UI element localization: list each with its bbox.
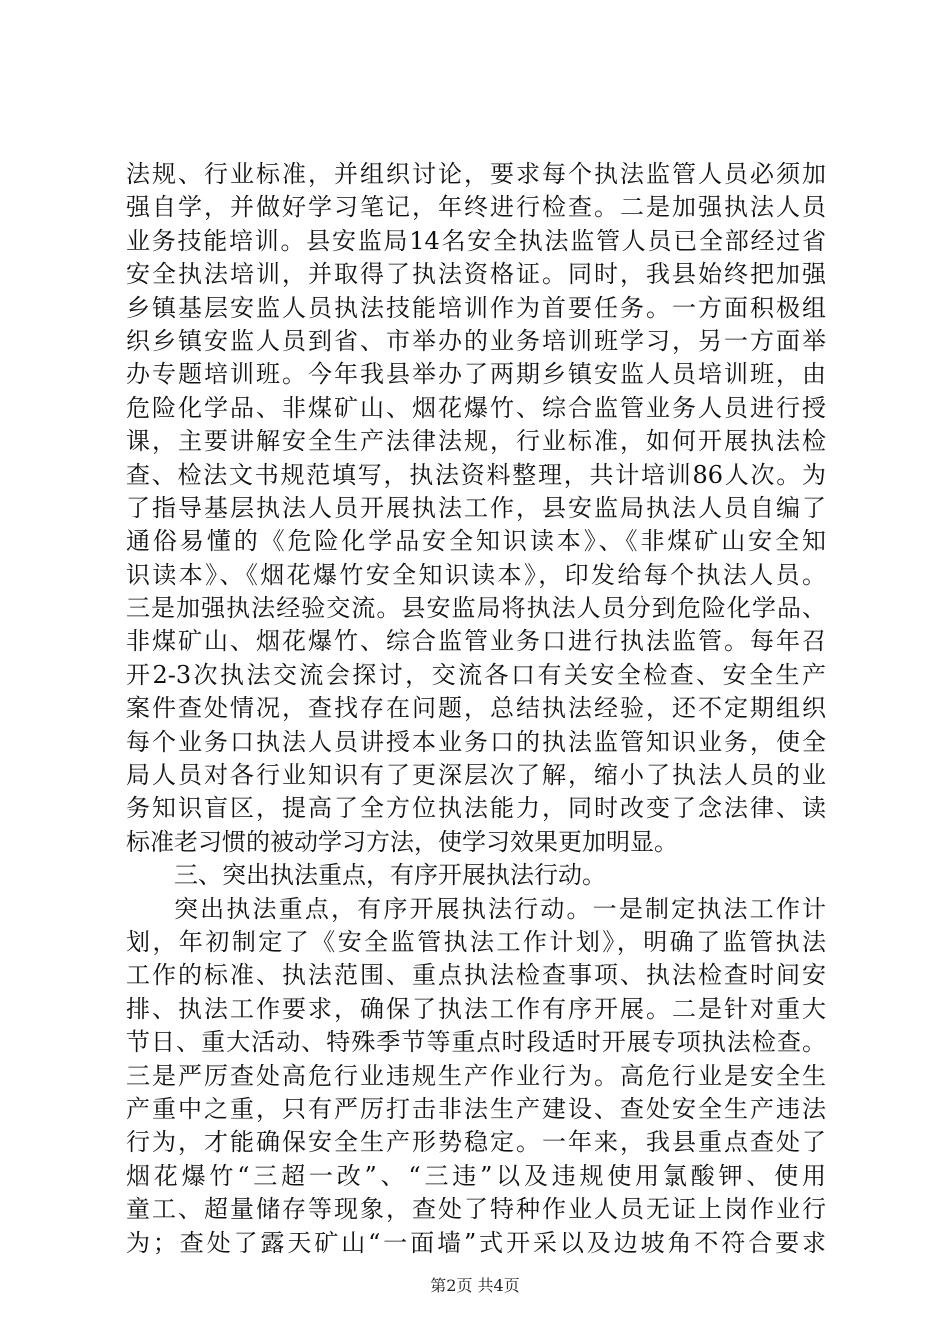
paragraph-1-line-10: 查、检法文书规范填写，执法资料整理，共计培训86人次。为	[126, 460, 826, 489]
paragraph-3-line-1: 突出执法重点，有序开展执法行动。一是制定执法工作计	[174, 894, 826, 923]
paragraph-1-line-9: 课，主要讲解安全生产法律法规，行业标准，如何开展执法检	[126, 427, 826, 456]
paragraph-3-line-6: 三是严厉查处高危行业违规生产作业行为。高危行业是安全生	[126, 1061, 826, 1090]
paragraph-1-line-13: 识读本》、《烟花爆竹安全知识读本》，印发给每个执法人员。	[126, 560, 826, 589]
paragraph-1-line-14: 三是加强执法经验交流。县安监局将执法人员分到危险化学品、	[126, 594, 826, 623]
paragraph-1-line-20: 务知识盲区，提高了全方位执法能力，同时改变了念法律、读	[126, 794, 826, 823]
paragraph-1-line-19: 局人员对各行业知识有了更深层次了解，缩小了执法人员的业	[126, 761, 826, 790]
paragraph-2-line-1: 三、突出执法重点，有序开展执法行动。	[174, 861, 606, 890]
paragraph-1-line-5: 乡镇基层安监人员执法技能培训作为首要任务。一方面积极组	[126, 293, 826, 322]
paragraph-1-line-12: 通俗易懂的《危险化学品安全知识读本》、《非煤矿山安全知	[126, 527, 826, 556]
paragraph-3-line-2: 划，年初制定了《安全监管执法工作计划》，明确了监管执法	[126, 927, 826, 956]
paragraph-1-line-18: 每个业务口执法人员讲授本业务口的执法监管知识业务，使全	[126, 727, 826, 756]
document-body	[126, 158, 826, 1260]
paragraph-3-line-7: 产重中之重，只有严厉打击非法生产建设、查处安全生产违法	[126, 1094, 826, 1123]
paragraph-3-line-5: 节日、重大活动、特殊季节等重点时段适时开展专项执法检查。	[126, 1028, 826, 1057]
paragraph-3-line-4: 排、执法工作要求，确保了执法工作有序开展。二是针对重大	[126, 994, 826, 1023]
paragraph-3-line-11: 为；查处了露天矿山“一面墙”式开采以及边坡角不符合要求	[126, 1228, 826, 1257]
paragraph-1-line-7: 办专题培训班。今年我县举办了两期乡镇安监人员培训班，由	[126, 360, 826, 389]
paragraph-1-line-8: 危险化学品、非煤矿山、烟花爆竹、综合监管业务人员进行授	[126, 393, 826, 422]
paragraph-1-line-4: 安全执法培训，并取得了执法资格证。同时，我县始终把加强	[126, 260, 826, 289]
paragraph-3-line-3: 工作的标准、执法范围、重点执法检查事项、执法检查时间安	[126, 961, 826, 990]
paragraph-3-line-9: 烟花爆竹“三超一改”、“三违”以及违规使用氯酸钾、使用	[126, 1161, 826, 1190]
page-footer: 第2页 共4页	[430, 1276, 520, 1295]
paragraph-1-line-16: 开2-3次执法交流会探讨，交流各口有关安全检查、安全生产	[126, 660, 826, 689]
paragraph-1-line-1: 法规、行业标准，并组织讨论，要求每个执法监管人员必须加	[126, 160, 826, 188]
paragraph-1-line-6: 织乡镇安监人员到省、市举办的业务培训班学习，另一方面举	[126, 326, 826, 355]
paragraph-3-line-8: 行为，才能确保安全生产形势稳定。一年来，我县重点查处了	[126, 1128, 826, 1157]
paragraph-1-line-3: 业务技能培训。县安监局14名安全执法监管人员已全部经过省	[126, 226, 826, 255]
paragraph-1-line-17: 案件查处情况，查找存在问题，总结执法经验，还不定期组织	[126, 694, 826, 723]
paragraph-1-line-2: 强自学，并做好学习笔记，年终进行检查。二是加强执法人员	[126, 193, 826, 222]
paragraph-3-line-10: 童工、超量储存等现象，查处了特种作业人员无证上岗作业行	[126, 1195, 826, 1224]
paragraph-1-line-21: 标准老习惯的被动学习方法，使学习效果更加明显。	[126, 827, 678, 856]
paragraph-1-line-11: 了指导基层执法人员开展执法工作，县安监局执法人员自编了	[126, 493, 826, 522]
paragraph-1-line-15: 非煤矿山、烟花爆竹、综合监管业务口进行执法监管。每年召	[126, 627, 826, 656]
